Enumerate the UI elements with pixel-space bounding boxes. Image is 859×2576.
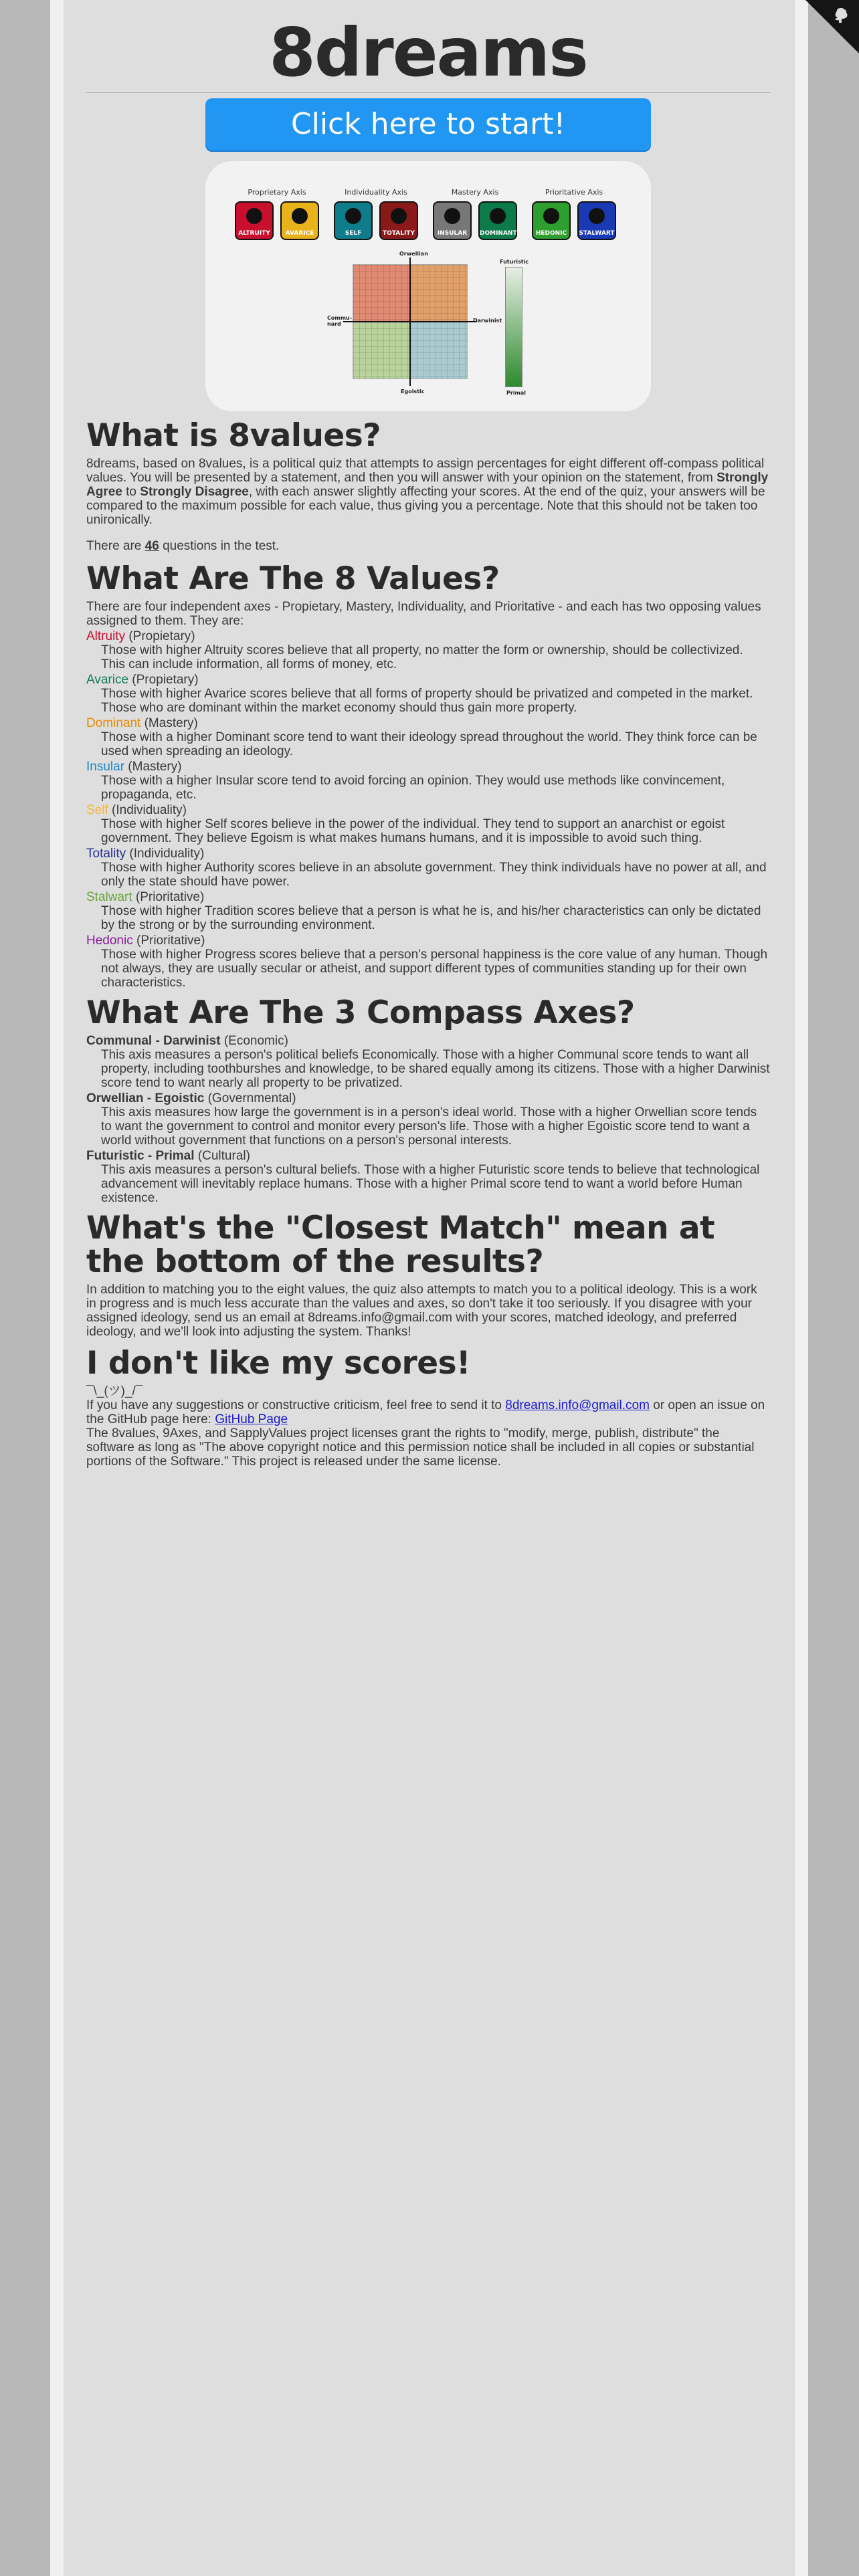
value-dominant: Dominant (Mastery) [86,716,198,730]
axis-group-mastery [433,188,517,240]
section-heading-dislike: I don't like my scores! [86,1345,470,1382]
shrug-text: ¯\_(ツ)_/¯ [86,1384,143,1398]
value-description: Those with higher Self scores believe in the power of the individual. They tend to support an anarchist or egoist government. They believe Egoism is what makes humans humans, and it is impossible to avoid such thing. [101,817,725,845]
values-list [86,629,770,990]
axis-governmental: Orwellian - Egoistic (Governmental) [86,1091,296,1105]
question-count-paragraph: There are 46 questions in the test. [86,539,280,553]
value-description: Those with a higher Dominant score tend to want their ideology spread throughout the world. They think force can be used when spreading an ideology. [101,730,757,758]
axis-description: This axis measures a person's cultural beliefs. Those with a higher Futuristic score tends to believe that technological advancement will inevitably replace humans. Those with a higher Primal score tend to want a world before Human existence. [101,1163,760,1205]
license-paragraph: The 8values, 9Axes, and SapplyValues project licenses grant the rights to "modify, merge, publish, distribute" the software as long as "The above copyright notice and this permission notice shall be included in all copies or substantial portions of the Software." This project is released under the same license. [86,1426,755,1469]
gauge-bottom-label: Primal [506,390,527,396]
site-title: 8dreams [269,13,587,92]
axis-cultural: Futuristic - Primal (Cultural) [86,1149,250,1163]
main-content [86,0,770,1469]
value-description: Those with a higher Insular score tend to avoid forcing an opinion. They would use methods like convincement, propaganda, etc. [101,774,725,802]
section-heading-values: What Are The 8 Values? [86,560,500,597]
start-button[interactable]: Click here to start! [205,98,651,150]
email-link[interactable]: 8dreams.info@gmail.com [505,1398,650,1412]
axis-group-individuality [334,188,418,240]
gauge-top-label: Futuristic [500,259,529,265]
github-link[interactable]: GitHub Page [215,1412,288,1426]
dominant-icon: DOMINANT [478,201,517,240]
github-corner[interactable] [805,0,859,53]
feedback-paragraph: If you have any suggestions or constructive criticism, feel free to send it to 8dreams.info@gmail.com or open an issue on the GitHub page here: GitHub Page [86,1398,765,1426]
value-avarice: Avarice (Propietary) [86,673,199,687]
stalwart-icon: STALWART [577,201,616,240]
compass-right-label: Darwinist [473,318,502,324]
axis-name: Mastery Axis [451,188,499,197]
page-container [64,0,795,2576]
insular-icon: INSULAR [433,201,472,240]
axis-group-prioritative [532,188,616,240]
value-description: Those with higher Avarice scores believe that all forms of property should be privatized and competed in the market. Those who are dominant within the market economy should thus gain more property. [101,687,753,715]
hedonic-icon: HEDONIC [532,201,571,240]
axis-economic: Communal - Darwinist (Economic) [86,1034,288,1048]
value-totality: Totality (Individuality) [86,847,205,861]
right-margin-strip [795,0,808,2576]
cultural-gauge [505,267,522,387]
value-description: Those with higher Authority scores believe in an absolute government. They think individuals have no power at all, and only the state should have power. [101,861,767,889]
altruity-icon: ALTRUITY [235,201,274,240]
value-stalwart: Stalwart (Prioritative) [86,890,205,904]
closest-match-paragraph: In addition to matching you to the eight values, the quiz also attempts to match you to a political ideology. This is a work in progress and is much less accurate than the values and axes, so don't take it too seriously. If you disagree with your assigned ideology, send us an email at 8dreams.info@gmail.com with your scores, matched ideology, and preferred ideology, and we'll look into adjusting the system. Thanks! [86,1283,757,1339]
axis-name: Proprietary Axis [248,188,306,197]
section-heading-closest-match: What's the "Closest Match" mean at the bottom of the results? [86,1210,715,1280]
value-description: Those with higher Tradition scores believe that a person is what he is, and his/her characteristics can only be dictated by the strong or by the surrounding environment. [101,904,761,932]
values-intro: There are four independent axes - Propietary, Mastery, Individuality, and Prioritative - and each has two opposing values assigned to them. They are: [86,600,761,628]
question-count: 46 [145,539,159,553]
intro-paragraph: 8dreams, based on 8values, is a political quiz that attempts to assign percentages for eight different off-compass political values. You will be presented by a statement, and then you will answer with your opinion on the statement, from Strongly Agree to Strongly Disagree, with each answer slightly affecting your scores. At the end of the quiz, your answers will be compared to the maximum possible for each value, thus giving you a percentage. Note that this should not be taken too unironically. [86,457,769,527]
axis-name: Individuality Axis [345,188,407,197]
results-preview-image [205,161,651,411]
totality-icon: TOTALITY [379,201,418,240]
value-description: Those with higher Progress scores believe that a person's personal happiness is the core value of any human. Though not always, they are usually secular or atheist, and support different types of communities standing up for their own characteristics. [101,948,768,990]
compass-axes-list [86,1034,770,1205]
value-description: Those with higher Altruity scores believe that all property, no matter the form or ownership, should be collectivized. This can include information, all forms of money, etc. [101,643,743,671]
value-altruity: Altruity (Propietary) [86,629,195,643]
section-heading-compass-axes: What Are The 3 Compass Axes? [86,994,635,1031]
axis-description: This axis measures how large the government is in a person's ideal world. Those with a higher Orwellian score tends to want the government to control and monitor every person's life. Those with a higher Egoistic score tend to want a world without government that functions on a person's personal interests. [101,1105,757,1148]
compass-quadrant [353,264,410,322]
left-margin-strip [50,0,64,2576]
value-self: Self (Individuality) [86,803,187,817]
avarice-icon: AVARICE [280,201,319,240]
section-heading-what-is: What is 8values? [86,417,381,454]
compass-quadrant [410,322,468,379]
compass-bottom-label: Egoistic [401,389,425,395]
compass-left-label: Commu-nard [327,315,353,327]
self-icon: SELF [334,201,373,240]
github-octocat-icon [831,7,851,24]
axis-group-proprietary [235,188,319,240]
value-insular: Insular (Mastery) [86,760,182,774]
axis-name: Prioritative Axis [545,188,603,197]
compass-top-label: Orwellian [399,251,428,257]
compass-quadrant [353,322,410,379]
political-compass [327,251,502,395]
value-hedonic: Hedonic (Prioritative) [86,934,205,948]
axis-description: This axis measures a person's political beliefs Economically. Those with a higher Communal score tends to want all property, including toothburshes and knowledge, to be shared equally among its citizens. Those with a higher Darwinist score tend to want nearly all property to be privatized. [101,1048,770,1090]
compass-quadrant [410,264,468,322]
compass-horizontal-axis [343,321,477,322]
title-divider [86,92,770,93]
